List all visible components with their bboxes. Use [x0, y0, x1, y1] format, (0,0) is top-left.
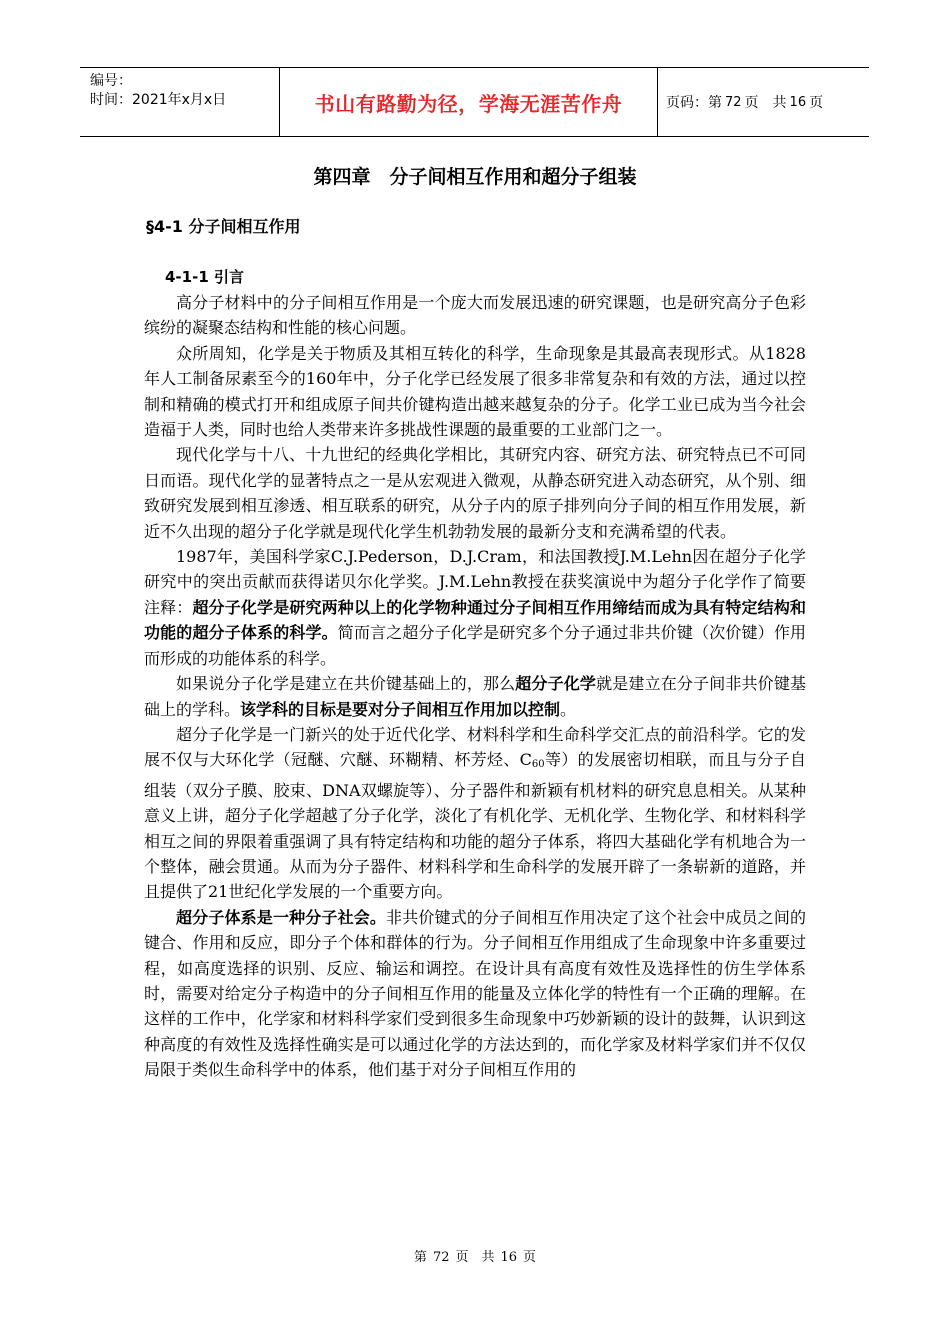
- c60-subscript: 60: [531, 759, 545, 771]
- paragraph-5-text-c: 就是建立在分子间非共价键基础上的学科。: [144, 674, 806, 719]
- paragraph-6: [144, 722, 806, 905]
- paragraph-4: [144, 544, 806, 671]
- document-body: [144, 290, 806, 1083]
- section-title: §4-1 分子间相互作用: [146, 217, 301, 236]
- header-page-number: 72: [725, 94, 742, 110]
- paragraph-5: [144, 671, 806, 722]
- paragraph-7-bold-lead: 超分子体系是一种分子社会。: [176, 907, 387, 927]
- document-id-label: 编号：: [90, 73, 132, 89]
- header-page-info: [658, 68, 869, 136]
- subsection-title: 4-1-1 引言: [165, 268, 244, 286]
- document-time-label: 时间：2021年x月x日: [90, 92, 227, 108]
- paragraph-3: 现代化学与十八、十九世纪的经典化学相比，其研究内容、研究方法、研究特点已不可同日而语。现代化学的显著特点之一是从宏观进入微观，从静态研究进入动态研究，从个别、细致研究发展到相互渗透、相互联系的研究，从分子内的原子排列向分子间的相互作用发展，新近不久出现的超分子化学就是现代化学生机勃勃发展的最新分支和充满希望的代表。: [144, 445, 806, 541]
- header-motto: 书山有路勤为径，学海无涯苦作舟: [314, 91, 623, 116]
- paragraph-2: 众所周知，化学是关于物质及其相互转化的科学，生命现象是其最高表现形式。从1828年人工制备尿素至今的160年中，分子化学已经发展了很多非常复杂和有效的方法，通过以控制和精确的模式打开和组成原子间共价键构造出越来越复杂的分子。化学工业已成为当今社会造福于人类，同时也给人类带来许多挑战性课题的最重要的工业部门之一。: [144, 343, 806, 440]
- paragraph-1: 高分子材料中的分子间相互作用是一个庞大而发展迅速的研究课题，也是研究高分子色彩缤纷的凝聚态结构和性能的核心问题。: [144, 293, 806, 338]
- paragraph-6-text-a: 超分子化学是一门新兴的处于近代化学、材料科学和生命科学交汇点的前沿科学。它的发展不仅与大环化学（冠醚、穴醚、环糊精、杯芳烃、C: [144, 724, 806, 770]
- header-page-mid: 页 共: [744, 95, 787, 111]
- header-page-total: 16: [789, 94, 807, 110]
- header-page-suffix: 页: [809, 95, 824, 111]
- paragraph-5-text-e: 。: [560, 699, 577, 719]
- footer-mid: 页 共: [455, 1250, 495, 1265]
- header-meta: [80, 68, 280, 136]
- header-page-prefix: 页码：第: [666, 95, 722, 111]
- paragraph-5-bold-goal: 该学科的目标是要对分子间相互作用加以控制: [240, 699, 561, 719]
- footer-page-total: 16: [500, 1250, 518, 1265]
- paragraph-6-text-b: 等）的发展密切相联，而且与分子自组装（双分子膜、胶束、DNA双螺旋等）、分子器件和新颖有机材料的研究息息相关。从某种意义上讲，超分子化学超越了分子化学，淡化了有机化学、无机化学、生物化学、和材料科学相互之间的界限着重强调了具有特定结构和功能的超分子体系，将四大基础化学有机地合为一个整体，融会贯通。从而为分子器件、材料科学和生命科学的发展开辟了一条崭新的道路，并且提供了21世纪化学发展的一个重要方向。: [144, 750, 806, 902]
- supramolecular-definition: 超分子化学是研究两种以上的化学物种通过分子间相互作用缔结而成为具有特定结构和功能的超分子体系的科学。: [144, 597, 806, 643]
- paragraph-5-text-a: 如果说分子化学是建立在共价键基础上的，那么: [176, 674, 516, 694]
- footer-suffix: 页: [523, 1250, 537, 1265]
- paragraph-5-bold-term: 超分子化学: [515, 674, 597, 694]
- document-header: [80, 67, 869, 137]
- footer-prefix: 第: [413, 1250, 427, 1265]
- paragraph-7-text-b: 非共价键式的分子间相互作用决定了这个社会中成员之间的键合、作用和反应，即分子个体和群体的行为。分子间相互作用组成了生命现象中许多重要过程，如高度选择的识别、反应、输运和调控。在设计具有高度有效性及选择性的仿生学体系时，需要对给定分子构造中的分子间相互作用的能量及立体化学的特性有一个正确的理解。在这样的工作中，化学家和材料科学家们受到很多生命现象中巧妙新颖的设计的鼓舞，认识到这种高度的有效性及选择性确实是可以通过化学的方法达到的，而化学家及材料学家们并不仅仅局限于类似生命科学中的体系，他们基于对分子间相互作用的: [144, 907, 806, 1080]
- chapter-title: 第四章 分子间相互作用和超分子组装: [313, 166, 637, 188]
- paragraph-4-text-c: 简而言之超分子化学是研究多个分子通过非共价键（次价键）作用而形成的功能体系的科学。: [144, 623, 806, 668]
- page-footer: [0, 1246, 950, 1265]
- paragraph-4-text-a: 1987年，美国科学家C.J.Pederson，D.J.Cram，和法国教授J.M.Lehn因在超分子化学研究中的突出贡献而获得诺贝尔化学奖。J.M.Lehn教授在获奖演说中为超分子化学作了简要注释：: [144, 547, 806, 617]
- header-motto-cell: [280, 68, 658, 136]
- footer-page-number: 72: [432, 1250, 450, 1265]
- paragraph-7: [144, 905, 806, 1083]
